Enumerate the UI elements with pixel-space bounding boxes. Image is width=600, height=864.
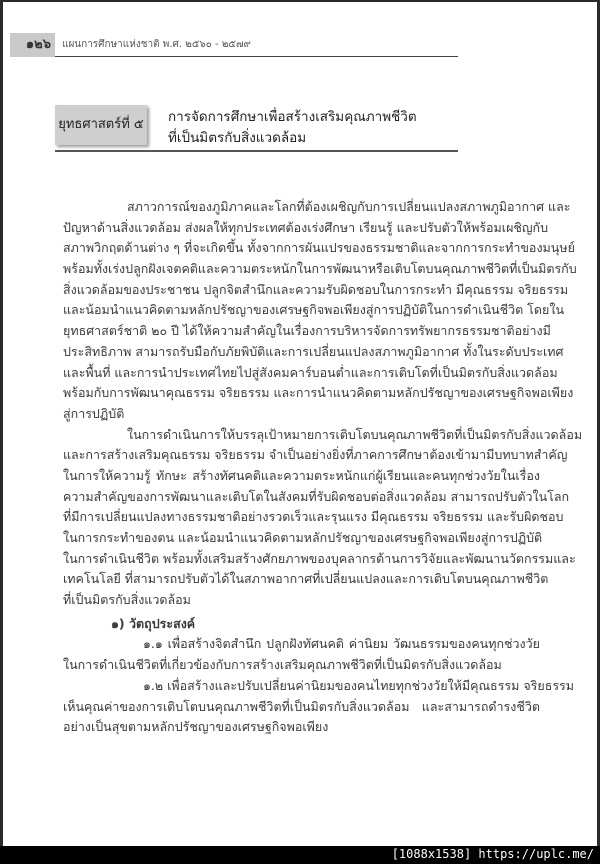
paragraph-line: และการสร้างเสริมคุณธรรม จริยธรรม จำเป็นอย่างยิ่งที่ภาคการศึกษาต้องเข้ามามีบทบาทสำคัญ	[63, 447, 568, 463]
paragraph-line: ในการให้ความรู้ ทักษะ สร้างทัศนคติและความตระหนักแก่ผู้เรียนและคนทุกช่วงวัยในเรื่อง	[63, 467, 540, 483]
paragraph-line: ที่มีการเปลี่ยนแปลงทางธรรมชาติอย่างรวดเร็วและรุนแรง มีคุณธรรม จริยธรรม และรับผิดชอบ	[63, 509, 564, 525]
title-rule	[55, 150, 458, 152]
strategy-title-line: ที่เป็นมิตรกับสิ่งแวดล้อม	[168, 130, 307, 146]
paragraph-line: พร้อมกับการพัฒนาคุณธรรม จริยธรรม และการนำแนวคิดตามหลักปรัชญาของเศรษฐกิจพอเพียง	[63, 385, 574, 401]
paragraph-line: ความสำคัญของการพัฒนาและเติบโตในสังคมที่รับผิดชอบต่อสิ่งแวดล้อม สามารถปรับตัวในโลก	[63, 488, 570, 504]
paragraph-line: สภาวการณ์ของภูมิภาคและโลกที่ต้องเผชิญกับการเปลี่ยนแปลงสภาพภูมิอากาศ และ	[127, 199, 571, 214]
objectives-heading: ๑) วัตถุประสงค์	[111, 615, 196, 631]
paragraph-line: ปัญหาด้านสิ่งแวดล้อม ส่งผลให้ทุกประเทศต้องเร่งศึกษา เรียนรู้ และปรับตัวให้พร้อมเผชิญกับ	[63, 219, 549, 235]
paragraph-line: และพื้นที่ และการนำประเทศไทยไปสู่สังคมคาร์บอนต่ำและการเติบโตที่เป็นมิตรกับสิ่งแวดล้อม	[63, 364, 558, 380]
strategy-title-line: การจัดการศึกษาเพื่อสร้างเสริมคุณภาพชีวิต	[168, 109, 417, 125]
paragraph-line: เทคโนโลยี ที่สามารถปรับตัวได้ในสภาพอากาศที่เปลี่ยนแปลงและการเติบโตบนคุณภาพชีวิต	[63, 571, 549, 587]
objective-line: ในการดำเนินชีวิตที่เกี่ยวข้องกับการสร้างเสริมคุณภาพชีวิตที่เป็นมิตรกับสิ่งแวดล้อม	[63, 657, 502, 673]
watermark: [1088x1538] https://uplc.me/	[391, 847, 594, 861]
paragraph-line: ยุทธศาสตร์ชาติ ๒๐ ปี ได้ให้ความสำคัญในเรื่องการบริหารจัดการทรัพยากรธรรมชาติอย่างมี	[63, 323, 551, 339]
body-text	[63, 197, 583, 738]
paragraph-line: ในการดำเนินการให้บรรลุเป้าหมายการเติบโตบนคุณภาพชีวิตที่เป็นมิตรกับสิ่งแวดล้อม	[127, 426, 583, 442]
header-rule	[55, 56, 458, 57]
paragraph-line: ที่เป็นมิตรกับสิ่งแวดล้อม	[63, 592, 191, 608]
objective-line: อย่างเป็นสุขตามหลักปรัชญาของเศรษฐกิจพอเพียง	[63, 719, 329, 735]
objective-line: ๑.๒ เพื่อสร้างและปรับเปลี่ยนค่านิยมของคนไทยทุกช่วงวัยให้มีคุณธรรม จริยธรรม	[143, 677, 574, 693]
objective-line: เห็นคุณค่าของการเติบโตบนคุณภาพชีวิตที่เป็นมิตรกับสิ่งแวดล้อม และสามารถดำรงชีวิต	[63, 698, 540, 714]
paragraph-line: ประสิทธิภาพ สามารถรับมือกับภัยพิบัติและการเปลี่ยนแปลงสภาพภูมิอากาศ ทั้งในระดับประเทศ	[63, 343, 564, 359]
paragraph-line: พร้อมทั้งเร่งปลูกฝังเจตคติและความตระหนักในการพัฒนาหรือเติบโตบนคุณภาพชีวิตที่เป็นมิตรกับ	[63, 261, 577, 277]
strategy-title	[168, 107, 417, 149]
paragraph-line: สภาพวิกฤตด้านต่าง ๆ ที่จะเกิดขึ้น ทั้งจากการผันแปรของธรรมชาติและจากการกระทำของมนุษย์	[63, 240, 575, 256]
objective-line: ๑.๑ เพื่อสร้างจิตสำนึก ปลูกฝังทัศนคติ ค่านิยม วัฒนธรรมของคนทุกช่วงวัย	[143, 636, 540, 652]
paragraph-line: ในการดำเนินชีวิต พร้อมทั้งเสริมสร้างศักยภาพของบุคลากรด้านการวิจัยและพัฒนานวัตกรรมและ	[63, 550, 576, 566]
running-header: แผนการศึกษาแห่งชาติ พ.ศ. ๒๕๖๐ - ๒๕๗๙	[62, 39, 251, 50]
strategy-label-box: ยุทธศาสตร์ที่ ๕	[55, 105, 147, 145]
paragraph-line: สู่การปฏิบัติ	[63, 405, 125, 421]
page-number: ๑๒๖	[10, 33, 55, 57]
paragraph-line: สิ่งแวดล้อมของประชาชน ปลูกจิตสำนึกและความรับผิดชอบในการกระทำ มีคุณธรรม จริยธรรม	[63, 281, 569, 297]
paragraph-line: ในการกระทำของตน และน้อมนำแนวคิดตามหลักปรัชญาของเศรษฐกิจพอเพียงสู่การปฏิบัติ	[63, 530, 543, 545]
paragraph-line: และน้อมนำแนวคิดตามหลักปรัชญาของเศรษฐกิจพอเพียงสู่การปฏิบัติในการดำเนินชีวิต โดยใน	[63, 302, 564, 318]
